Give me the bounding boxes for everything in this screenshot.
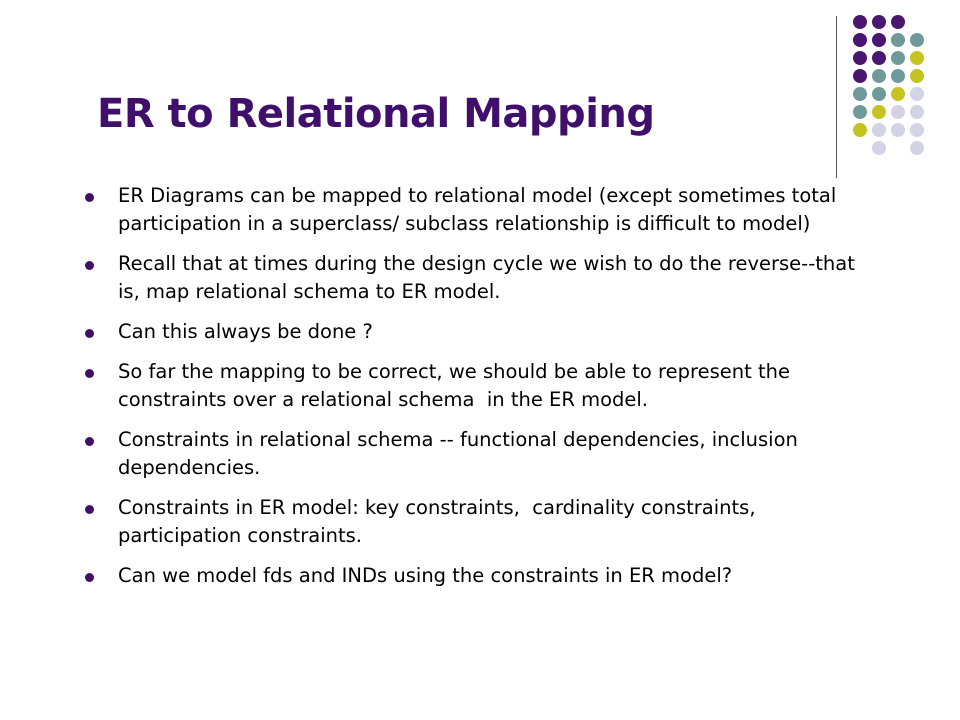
bullet-dot-icon — [85, 329, 94, 338]
decorative-dot — [853, 123, 867, 137]
bullet-dot-icon — [85, 573, 94, 582]
bullet-item — [84, 562, 874, 590]
decorative-dot — [853, 33, 867, 47]
decorative-dot — [891, 123, 905, 137]
decorative-dot — [910, 51, 924, 65]
decorative-dot — [910, 69, 924, 83]
bullet-item — [84, 318, 874, 346]
decorative-dot — [872, 15, 886, 29]
bullet-text: Constraints in ER model: key constraints, cardinality constraints, participation constraints. — [118, 496, 762, 547]
decorative-dot — [872, 69, 886, 83]
bullet-dot-icon — [85, 437, 94, 446]
bullet-item — [84, 358, 874, 414]
decorative-dot-grid — [0, 0, 960, 180]
decorative-dot — [872, 141, 886, 155]
slide-title: ER to Relational Mapping — [97, 91, 655, 137]
bullet-item — [84, 494, 874, 550]
decorative-dot — [872, 123, 886, 137]
decorative-dot — [910, 33, 924, 47]
decorative-dot — [853, 87, 867, 101]
bullet-text: ER Diagrams can be mapped to relational model (except sometimes total participation in a superclass/ subclass relationship is difficult to model) — [118, 184, 843, 235]
bullet-text: Can this always be done ? — [118, 320, 373, 343]
bullet-text: Can we model fds and INDs using the constraints in ER model? — [118, 564, 733, 587]
decorative-dot — [891, 33, 905, 47]
bullet-dot-icon — [85, 261, 94, 270]
decorative-dot — [872, 105, 886, 119]
bullet-dot-icon — [85, 369, 94, 378]
decorative-dot — [910, 141, 924, 155]
decorative-dot — [891, 87, 905, 101]
decorative-dot — [872, 51, 886, 65]
bullet-text: Constraints in relational schema -- functional dependencies, inclusion dependencies. — [118, 428, 805, 479]
bullet-list — [84, 182, 874, 602]
decorative-dot — [891, 15, 905, 29]
decorative-dot — [853, 105, 867, 119]
decorative-dot — [891, 51, 905, 65]
decorative-dot — [910, 123, 924, 137]
bullet-text: Recall that at times during the design cycle we wish to do the reverse--that is, map relational schema to ER model. — [118, 252, 868, 303]
decorative-dot — [910, 87, 924, 101]
decorative-dot — [891, 69, 905, 83]
decorative-dot — [872, 33, 886, 47]
bullet-item — [84, 250, 874, 306]
decorative-dot — [872, 87, 886, 101]
decorative-dot — [853, 51, 867, 65]
decorative-dot — [853, 69, 867, 83]
bullet-dot-icon — [85, 505, 94, 514]
bullet-item — [84, 182, 874, 238]
decorative-dot — [853, 15, 867, 29]
bullet-text: So far the mapping to be correct, we should be able to represent the constraints over a relational schema in the ER model. — [118, 360, 797, 411]
bullet-dot-icon — [85, 193, 94, 202]
bullet-item — [84, 426, 874, 482]
decorative-dot — [891, 105, 905, 119]
decorative-dot — [910, 105, 924, 119]
